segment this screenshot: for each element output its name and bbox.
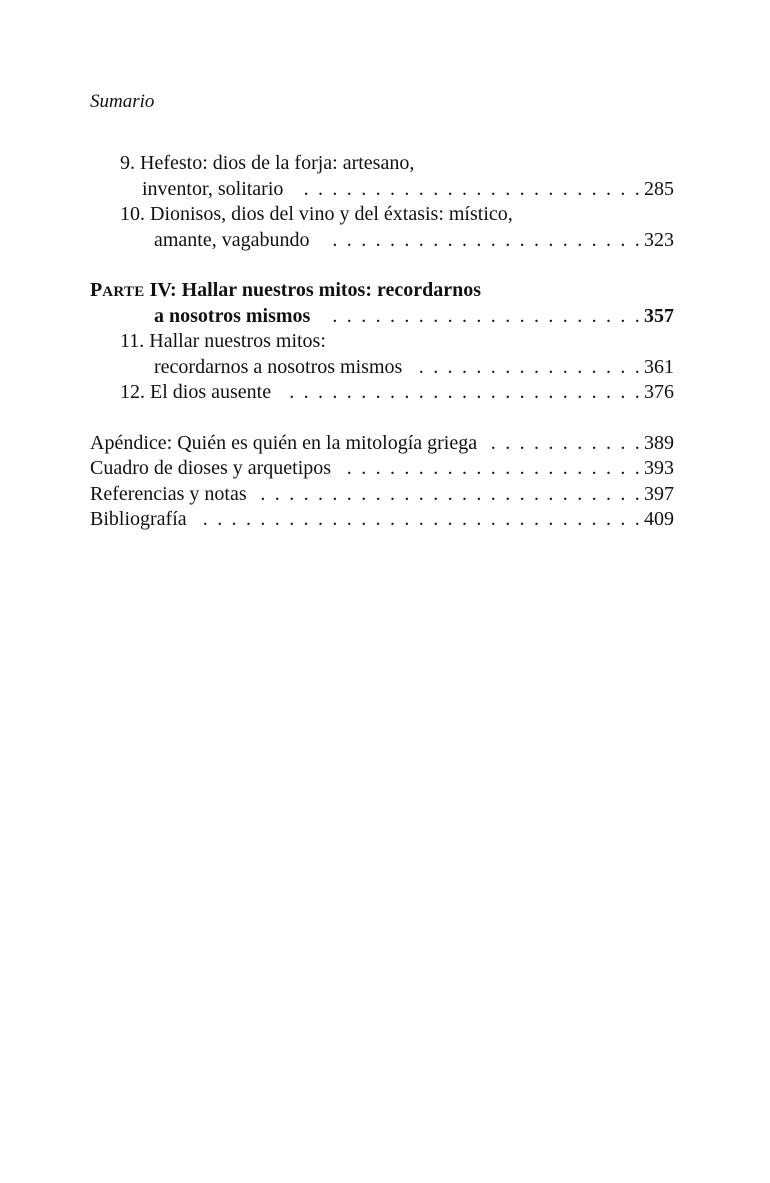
toc-entry-title: Apéndice: Quién es quién en la mitología griega	[90, 431, 478, 454]
toc-entry-ch12[interactable]	[90, 380, 674, 406]
part-label-rest: ARTE	[102, 284, 145, 300]
toc-entry-title: recordarnos a nosotros mismos	[154, 355, 403, 378]
page-number: 389	[644, 431, 674, 454]
toc-part-4-title	[90, 278, 674, 304]
toc-entry-appendix[interactable]	[90, 431, 674, 457]
toc-entry-references[interactable]	[90, 482, 674, 508]
toc-entry-ch9[interactable]	[90, 177, 674, 203]
leader-dots	[343, 456, 642, 482]
running-head: Sumario	[90, 91, 155, 112]
leader-dots	[414, 355, 642, 381]
toc-entry-title: Cuadro de dioses y arquetipos	[90, 457, 332, 479]
leader-dots	[283, 380, 642, 406]
page-number: 285	[644, 177, 674, 200]
toc-entry-bibliography[interactable]	[90, 507, 674, 533]
page-number: 397	[644, 482, 674, 505]
toc-part-4[interactable]	[90, 304, 674, 330]
toc-entry-title: 12. El dios ausente	[120, 381, 272, 403]
toc-entry-ch9-title	[90, 151, 674, 177]
part-title: IV: Hallar nuestros mitos: recordarnos	[144, 279, 482, 301]
section-gap	[90, 406, 674, 431]
table-of-contents	[90, 151, 674, 533]
toc-entry-title: Referencias y notas	[90, 482, 247, 505]
toc-entry-title: a nosotros mismos	[154, 304, 311, 327]
toc-entry-ch11[interactable]	[90, 355, 674, 381]
toc-entry-title: inventor, solitario	[142, 177, 284, 200]
toc-entry-title: 10. Dionisos, dios del vino y del éxtasis: místico,	[120, 203, 513, 225]
leader-dots	[295, 177, 642, 203]
toc-entry-table[interactable]	[90, 456, 674, 482]
page-number: 361	[644, 355, 674, 378]
toc-entry-title: 11. Hallar nuestros mitos:	[120, 330, 326, 352]
toc-entry-ch10-title	[90, 202, 674, 228]
toc-entry-ch11-title	[90, 329, 674, 355]
page-number: 323	[644, 228, 674, 251]
leader-dots	[322, 228, 643, 254]
leader-dots	[489, 431, 642, 457]
toc-entry-title: Bibliografía	[90, 508, 187, 530]
page-number: 409	[644, 508, 674, 530]
page-number: 393	[644, 457, 674, 479]
toc-entry-title: 9. Hefesto: dios de la forja: artesano,	[120, 152, 415, 174]
section-gap	[90, 253, 674, 278]
toc-entry-ch10[interactable]	[90, 228, 674, 254]
leader-dots	[259, 482, 642, 508]
toc-entry-title: amante, vagabundo	[154, 228, 310, 251]
leader-dots	[322, 304, 642, 330]
page-number: 357	[644, 304, 674, 327]
part-label-initial: P	[90, 279, 103, 301]
page-number: 376	[644, 381, 674, 403]
leader-dots	[199, 507, 642, 533]
